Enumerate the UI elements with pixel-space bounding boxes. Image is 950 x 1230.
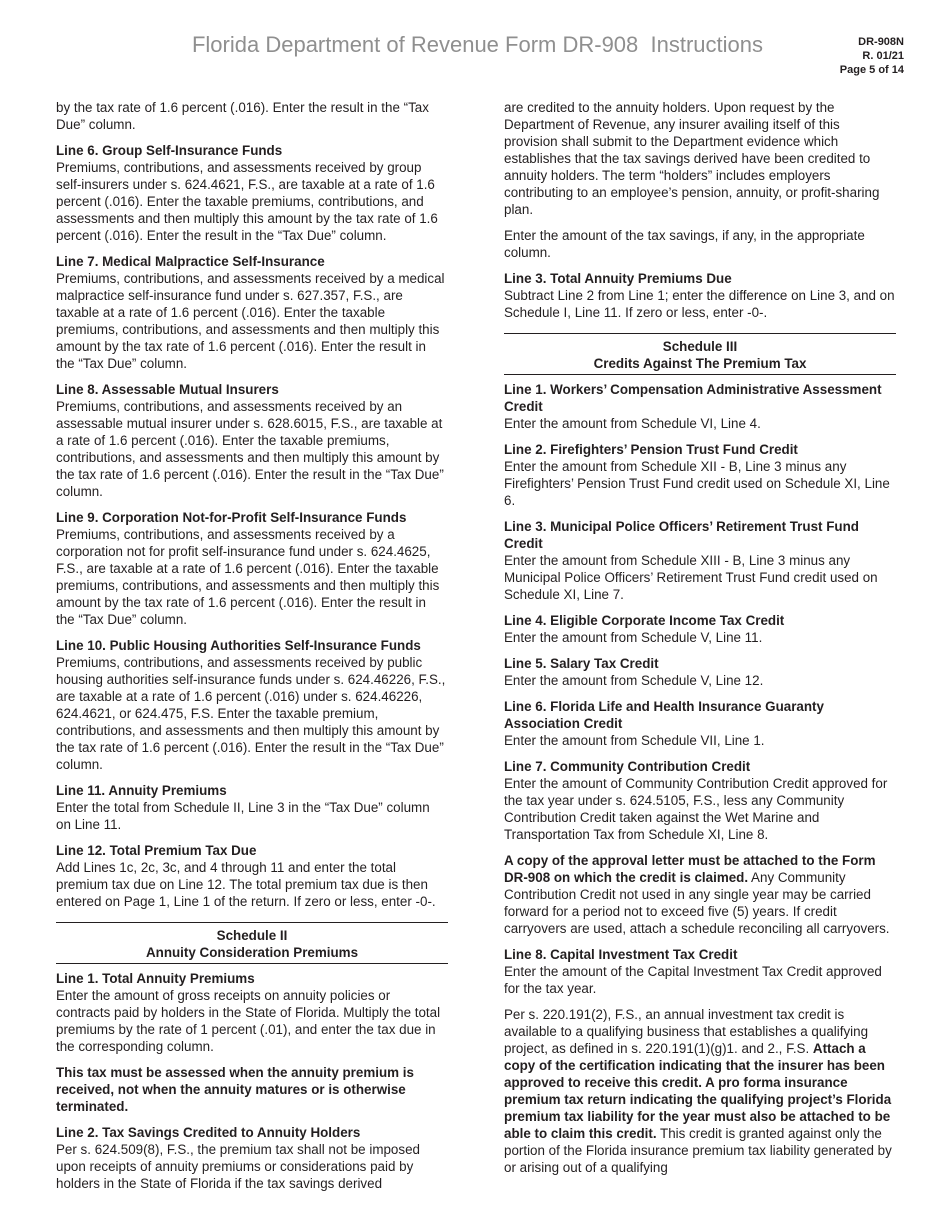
schedule-iii-header: [504, 333, 896, 375]
section-heading: Line 1. Workers’ Compensation Administrative Assessment Credit: [504, 382, 882, 414]
approval-letter-note: [504, 852, 896, 937]
schedule-ii-line-3-section: [504, 270, 896, 321]
schedule-iii-line-7-section: [504, 758, 896, 843]
section-body: Premiums, contributions, and assessments received by group self-insurers under s. 624.4621, F.S., are taxable at a rate of 1.6 percent (.016). Enter the taxable premiums, contributions, and assessments and then multiply this amount by the tax rate of 1.6 percent (.016). Enter the result in the “Tax Due” column.: [56, 160, 438, 243]
section-body: Premiums, contributions, and assessments received by a corporation not for profit self-insurance fund under s. 624.4625, F.S., are taxable at a rate of 1.6 percent (.016). Enter the taxable premiums, contributions, and assessments and then multiply this amount by the tax rate of 1.6 percent (.016). Enter the result in the “Tax Due” column.: [56, 527, 440, 627]
section-heading: Line 2. Firefighters’ Pension Trust Fund Credit: [504, 442, 798, 457]
schedule-iii-line-5-section: [504, 655, 896, 689]
paragraph: Enter the amount of the tax savings, if any, in the appropriate column.: [504, 228, 865, 260]
bold-text: A copy of the approval letter must be attached to the Form DR-908 on which the credit is claimed.: [504, 853, 876, 885]
schedule-title: Schedule II: [216, 928, 288, 943]
schedule-title: Schedule III: [662, 339, 738, 354]
section-body: Subtract Line 2 from Line 1; enter the difference on Line 3, and on Schedule I, Line 11. If zero or less, enter -0-.: [504, 288, 895, 320]
line-12-section: [56, 842, 448, 910]
schedule-iii-line-1-section: [504, 381, 896, 432]
schedule-ii-line-1-section: [56, 970, 448, 1055]
section-heading: Line 6. Florida Life and Health Insurance Guaranty Association Credit: [504, 699, 824, 731]
section-heading: Line 2. Tax Savings Credited to Annuity Holders: [56, 1125, 361, 1140]
section-heading: Line 4. Eligible Corporate Income Tax Credit: [504, 613, 785, 628]
section-heading: Line 7. Community Contribution Credit: [504, 759, 751, 774]
section-heading: Line 9. Corporation Not-for-Profit Self-Insurance Funds: [56, 510, 407, 525]
bold-text: Attach a copy of the certification indicating that the insurer has been approved to receive this credit. A pro forma insurance premium tax return indicating the qualifying project’s Florida premium tax liability for the year must also be attached to be able to claim this credit.: [504, 1041, 892, 1141]
section-body: Enter the amount of Community Contribution Credit approved for the tax year under s. 624.5105, F.S., less any Community Contribution Credit taken against the Wet Marine and Transportation Tax from Schedule XI, Line 8.: [504, 776, 888, 842]
section-heading: Line 3. Municipal Police Officers’ Retirement Trust Fund Credit: [504, 519, 859, 551]
regular-text: This credit is granted against only the portion of the Florida insurance premium tax liability generated by or arising out of a qualifying: [504, 1126, 892, 1175]
section-body: Premiums, contributions, and assessments received by public housing authorities self-insurance funds under s. 624.46226, F.S., are taxable at a rate of 1.6 percent (.016) under s. 624.46226, 624.4621, or 624.475, F.S. Enter the taxable premium, contributions, and assessments and then multiply this amount by the tax rate of 1.6 percent (.016). Enter the result in the “Tax Due” column.: [56, 655, 446, 772]
section-body: Enter the amount from Schedule VII, Line 1.: [504, 733, 765, 748]
revision-date: R. 01/21: [862, 50, 904, 62]
section-heading: Line 11. Annuity Premiums: [56, 783, 227, 798]
section-heading: Line 8. Capital Investment Tax Credit: [504, 947, 738, 962]
schedule-iii-line-2-section: [504, 441, 896, 509]
section-body: Enter the amount from Schedule VI, Line 4.: [504, 416, 761, 431]
bold-note: This tax must be assessed when the annuity premium is received, not when the annuity matures or is otherwise terminated.: [56, 1065, 414, 1114]
section-heading: Line 10. Public Housing Authorities Self-Insurance Funds: [56, 638, 421, 653]
regular-text: Any Community Contribution Credit not used in any single year may be carried forward for a period not to exceed five (5) years. If credit carryovers are used, attach a schedule reconciling all carryovers.: [504, 870, 890, 936]
section-heading: Line 5. Salary Tax Credit: [504, 656, 659, 671]
continued-paragraph: are credited to the annuity holders. Upon request by the Department of Revenue, any insurer availing itself of this provision shall submit to the Department evidence which establishes that the tax savings derived have been credited to annuity holders. The term “holders” includes employers contributing to an employee’s pension, annuity, or profit-sharing plan.: [504, 100, 880, 217]
schedule-iii-line-3-section: [504, 518, 896, 603]
section-body: Enter the amount from Schedule XIII - B, Line 3 minus any Municipal Police Officers’ Retirement Trust Fund credit used on Schedule XI, Line 7.: [504, 553, 878, 602]
continued-paragraph: by the tax rate of 1.6 percent (.016). Enter the result in the “Tax Due” column.: [56, 100, 429, 132]
page-number: Page 5 of 14: [839, 64, 904, 76]
section-body: Add Lines 1c, 2c, 3c, and 4 through 11 and enter the total premium tax due on Line 12. The total premium tax due is then entered on Page 1, Line 1 of the return. If zero or less, enter -0-.: [56, 860, 436, 909]
section-body: Premiums, contributions, and assessments received by an assessable mutual insurer under s. 628.6015, F.S., are taxable at a rate of 1.6 percent (.016). Enter the taxable premiums, contributions, and assessments and then multiply this amount by the tax rate of 1.6 percent (.016). Enter the result in the “Tax Due” column.: [56, 399, 444, 499]
line-10-section: [56, 637, 448, 773]
schedule-iii-line-6-section: [504, 698, 896, 749]
schedule-subtitle: Credits Against The Premium Tax: [593, 356, 807, 371]
page-title: Florida Department of Revenue Form DR-908 Instructions: [191, 32, 763, 57]
investment-credit-paragraph: [504, 1006, 896, 1176]
section-body: Per s. 624.509(8), F.S., the premium tax shall not be imposed upon receipts of annuity premiums or considerations paid by holders in the State of Florida if the tax savings derived: [56, 1142, 420, 1191]
section-heading: Line 12. Total Premium Tax Due: [56, 843, 257, 858]
section-body: Enter the amount of gross receipts on annuity policies or contracts paid by holders in the State of Florida. Multiply the total premiums by the rate of 1 percent (.01), and enter the tax due in the corresponding column.: [56, 988, 441, 1054]
section-heading: Line 6. Group Self-Insurance Funds: [56, 143, 283, 158]
section-heading: Line 1. Total Annuity Premiums: [56, 971, 255, 986]
section-body: Enter the amount from Schedule V, Line 12.: [504, 673, 764, 688]
left-column: [56, 99, 448, 1201]
section-heading: Line 7. Medical Malpractice Self-Insurance: [56, 254, 325, 269]
section-heading: Line 3. Total Annuity Premiums Due: [504, 271, 732, 286]
section-heading: Line 8. Assessable Mutual Insurers: [56, 382, 279, 397]
section-body: Enter the amount from Schedule XII - B, Line 3 minus any Firefighters’ Pension Trust Fund credit used on Schedule XI, Line 6.: [504, 459, 890, 508]
line-7-section: [56, 253, 448, 372]
regular-text: Per s. 220.191(2), F.S., an annual investment tax credit is available to a qualifying business that establishes a qualifying project, as defined in s. 220.191(1)(g)1. and 2., F.S.: [504, 1007, 869, 1056]
line-6-section: [56, 142, 448, 244]
section-body: Premiums, contributions, and assessments received by a medical malpractice self-insurance fund under s. 627.357, F.S., are taxable at a rate of 1.6 percent (.016). Enter the taxable premiums, contributions, and assessments and then multiply this amount by the tax rate of 1.6 percent (.016). Enter the result in the “Tax Due” column.: [56, 271, 445, 371]
line-11-section: [56, 782, 448, 833]
right-column: [504, 99, 896, 1185]
schedule-iii-line-8-section: [504, 946, 896, 997]
form-number: DR-908N: [858, 36, 904, 48]
schedule-subtitle: Annuity Consideration Premiums: [145, 945, 359, 960]
schedule-ii-header: [56, 922, 448, 964]
section-body: Enter the total from Schedule II, Line 3 in the “Tax Due” column on Line 11.: [56, 800, 430, 832]
form-identifier: [840, 35, 904, 77]
section-body: Enter the amount from Schedule V, Line 11.: [504, 630, 763, 645]
line-9-section: [56, 509, 448, 628]
schedule-iii-line-4-section: [504, 612, 896, 646]
schedule-ii-line-2-section: [56, 1124, 448, 1192]
line-8-section: [56, 381, 448, 500]
section-body: Enter the amount of the Capital Investment Tax Credit approved for the tax year.: [504, 964, 882, 996]
